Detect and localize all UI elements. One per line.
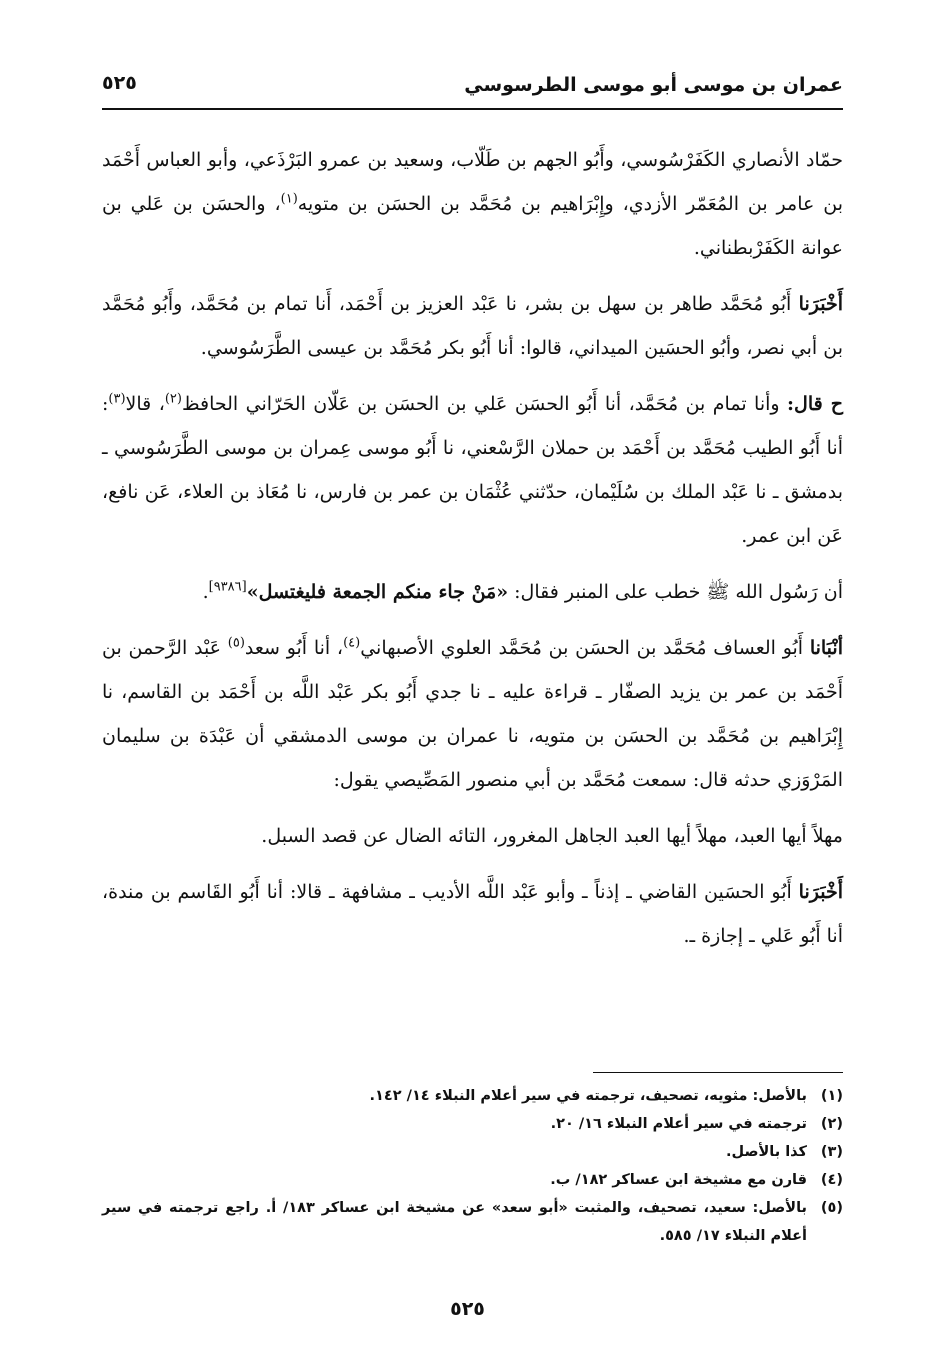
folio-page-number: ٥٢٥ <box>450 1298 485 1320</box>
paragraph-text: حمّاد الأنصاري الكَفَرْسُوسي، وأَبُو الجهم بن طَلّاب، وسعيد بن عمرو البَرْذَعي، وأبو العباس أَحْمَد بن عامر بن المُعَمّر الأزدي، وإِبْرَاهيم بن مُحَمَّد بن الحسَن بن متويه <box>102 149 843 215</box>
footnote <box>102 1194 843 1250</box>
footnote-separator <box>593 1072 843 1073</box>
main-text <box>102 138 843 970</box>
paragraph-text: ، والحسَن بن عَلي بن عوانة الكَفَرْبطناني. <box>102 193 843 259</box>
footnote <box>102 1138 843 1166</box>
footnote <box>102 1082 843 1110</box>
paragraph-text: ، أنا أَبُو سعد <box>244 637 344 659</box>
footnote-number: (٢) <box>820 1116 843 1132</box>
footnote-reference: (٤) <box>343 635 361 651</box>
paragraph <box>102 570 843 614</box>
narration-keyword: أَخْبَرَنا <box>798 293 843 315</box>
footnotes <box>102 1082 843 1250</box>
footnote-number: (١) <box>820 1088 843 1104</box>
running-head <box>102 64 843 104</box>
header-rule <box>102 108 843 110</box>
footnote-number: (٥) <box>820 1200 843 1216</box>
hadith-text: «مَنْ جاء منكم الجمعة فليغتسل» <box>246 581 509 603</box>
narration-keyword: ح قال: <box>787 393 843 415</box>
footnote-text: كذا بالأصل. <box>726 1144 807 1160</box>
footnote-number: (٣) <box>820 1144 843 1160</box>
paragraph-text: أَبُو مُحَمَّد طاهر بن سهل بن بشر، نا عَبْد العزيز بن أَحْمَد، أَنا تمام بن مُحَمَّد، وأَبُو مُحَمَّد بن أبي نصر، وأبُو الحسَين الميداني، قالوا: أنا أَبُو بكر مُحَمَّد بن عيسى الطَّرَسُوسي. <box>102 293 843 359</box>
running-title: عمران بن موسى أبو موسى الطرسوسي <box>464 74 843 96</box>
footnote-text: ترجمته في سير أعلام النبلاء ١٦/ ٢٠. <box>550 1116 807 1132</box>
paragraph <box>102 814 843 858</box>
footnote <box>102 1166 843 1194</box>
paragraph-text: أن رَسُول الله ﷺ خطب على المنبر فقال: <box>508 581 843 603</box>
footnote-text: بالأصل: مثويه، تصحيف، ترجمته في سير أعلام النبلاء ١٤/ ١٤٢. <box>369 1088 807 1104</box>
paragraph <box>102 626 843 802</box>
paragraph-text: وأنا تمام بن مُحَمَّد، أنا أَبُو الحسَن عَلي بن الحسَن بن عَلّان الحَرّاني الحافظ <box>181 393 788 415</box>
footnote-reference: (١) <box>280 191 298 207</box>
running-page-number: ٥٢٥ <box>102 72 137 94</box>
paragraph-text: أَبُو العساف مُحَمَّد بن الحسَن بن مُحَمَّد العلوي الأصبهاني <box>360 637 810 659</box>
footnote-text: قارن مع مشيخة ابن عساكر ١٨٢/ ب. <box>550 1172 807 1188</box>
footnote-reference: (٢) <box>164 391 182 407</box>
paragraph <box>102 870 843 958</box>
paragraph-text: : أنا أَبُو الطيب مُحَمَّد بن أَحْمَد بن حملان الرَّسْعني، نا أَبُو موسى عِمران بن موسى الطَّرَسُوسي ـ بدمشق ـ نا عَبْد الملك بن سُلَيْمان، حدّثني عُثْمَان بن عمر بن فارس، نا مُعَاذ بن العلاء، عَن نافع، عَن ابن عمر. <box>102 393 843 547</box>
footnote-number: (٤) <box>820 1172 843 1188</box>
paragraph-text: . <box>202 581 209 603</box>
paragraph <box>102 282 843 370</box>
footnote <box>102 1110 843 1138</box>
paragraph-text: ، قالا <box>125 393 165 415</box>
narration-keyword: أنْبَانا <box>809 637 843 659</box>
paragraph <box>102 382 843 558</box>
paragraph <box>102 138 843 270</box>
footnote-reference: (٣) <box>108 391 126 407</box>
narration-keyword: أَخْبَرَنا <box>798 881 843 903</box>
paragraph-text: أَبُو الحسَين القاضي ـ إذناً ـ وأبو عَبْد اللَّه الأديب ـ مشافهة ـ قالا: أنا أَبُو القَاسم بن مندة، أنا أَبُو عَلي ـ إجازة ـ. <box>102 881 843 947</box>
paragraph-text: مهلاً أيها العبد، مهلاً أيها العبد الجاهل المغرور، التائه الضال عن قصد السبل. <box>261 825 843 847</box>
footnote-reference: [٩٣٨٦] <box>208 579 247 595</box>
footnote-text: بالأصل: سعيد، تصحيف، والمثبت «أبو سعد» عن مشيخة ابن عساكر ١٨٣/ أ. راجع ترجمته في سير أعلام النبلاء ١٧/ ٥٨٥. <box>102 1200 807 1244</box>
footnote-reference: (٥) <box>227 635 245 651</box>
paragraph-text: عَبْد الرَّحمن بن أَحْمَد بن عمر بن يزيد الصفّار ـ قراءة عليه ـ نا جدي أَبُو بكر عَبْد اللَّه بن أَحْمَد بن القاسم، نا إِبْرَاهيم بن مُحَمَّد بن الحسَن بن متويه، نا عمران بن موسى الدمشقي أن عَبْدَة بن سليمان المَرْوَزي حدثه قال: سمعت مُحَمَّد بن أبي منصور المَصِّيصي يقول: <box>102 637 843 791</box>
